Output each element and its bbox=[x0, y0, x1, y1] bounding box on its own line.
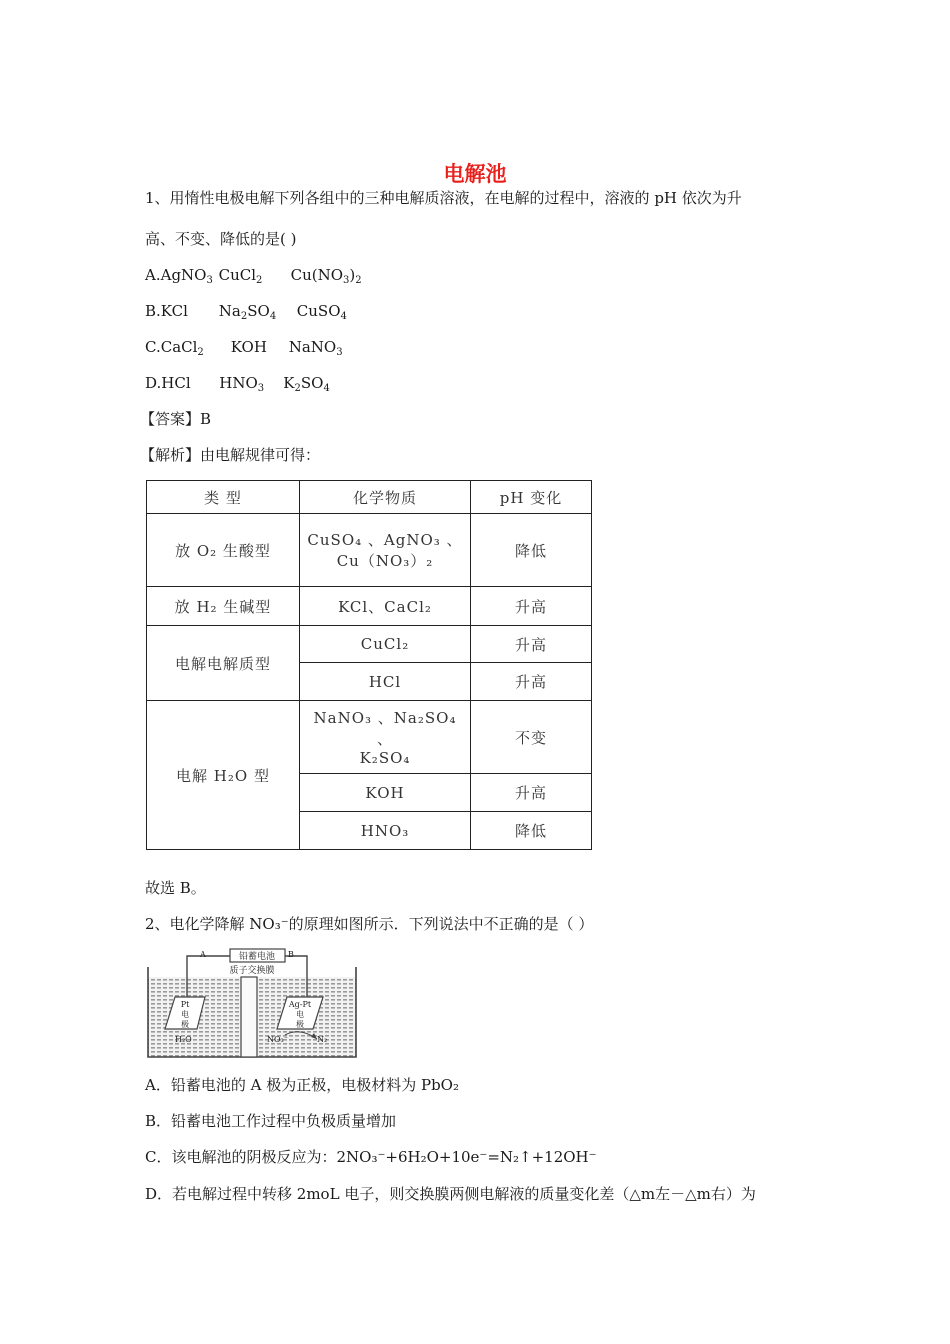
option-item: $K_2SO_4$ bbox=[283, 374, 330, 394]
q1-analysis: 【解析】由电解规律可得： bbox=[140, 446, 321, 464]
type-h2: 放 H₂ 生碱型 bbox=[147, 587, 300, 626]
q1-option-d bbox=[145, 372, 330, 394]
ph-hcl: 升高 bbox=[471, 663, 592, 701]
q1-answer: 【答案】B bbox=[140, 410, 212, 428]
q2-stem: 2、电化学降解 NO₃⁻的原理如图所示．下列说法中不正确的是（ ） bbox=[145, 915, 594, 933]
header-type: 类 型 bbox=[147, 481, 300, 514]
q1-option-c bbox=[145, 336, 343, 358]
type-electrolyte: 电解电解质型 bbox=[147, 626, 300, 701]
option-item: KOH bbox=[230, 338, 267, 356]
ph-o2: 降低 bbox=[471, 514, 592, 587]
svg-text:极: 极 bbox=[296, 1020, 304, 1029]
terminal-a: A bbox=[200, 950, 206, 959]
substance-salts: NaNO₃ 、Na₂SO₄ 、 K₂SO₄ bbox=[300, 701, 471, 774]
ph-h2: 升高 bbox=[471, 587, 592, 626]
svg-text:电: 电 bbox=[296, 1010, 304, 1019]
q1-option-b bbox=[145, 300, 347, 322]
option-item: CuSO$_4$ bbox=[296, 302, 347, 322]
terminal-b: B bbox=[288, 950, 294, 959]
ph-koh: 升高 bbox=[471, 774, 592, 812]
substance-hcl: HCl bbox=[300, 663, 471, 701]
type-o2: 放 O₂ 生酸型 bbox=[147, 514, 300, 587]
membrane-label: 质子交换膜 bbox=[229, 966, 275, 976]
q1-stem-line1: 1、用惰性电极电解下列各组中的三种电解质溶液，在电解的过程中，溶液的 pH 依次为升 bbox=[145, 189, 742, 207]
svg-text:极: 极 bbox=[181, 1020, 189, 1029]
q2-option-a: A．铅蓄电池的 A 极为正极，电极材料为 PbO₂ bbox=[145, 1076, 459, 1094]
q1-option-a bbox=[145, 264, 362, 286]
electrolysis-rules-table bbox=[146, 480, 592, 850]
option-item: NaNO$_3$ bbox=[288, 338, 343, 358]
option-item: $Na_2SO_4$ bbox=[218, 302, 277, 322]
option-item: CuCl$_2$ bbox=[218, 266, 263, 286]
substance-h2: KCl、CaCl₂ bbox=[300, 587, 471, 626]
option-item: HCl bbox=[161, 374, 191, 392]
svg-text:电: 电 bbox=[181, 1010, 189, 1019]
substance-hno3: HNO₃ bbox=[300, 812, 471, 850]
option-label: A. bbox=[145, 266, 161, 284]
q1-conclusion: 故选 B。 bbox=[145, 879, 206, 897]
substance-o2: CuSO₄ 、AgNO₃ 、 Cu（NO₃）₂ bbox=[300, 514, 471, 587]
substance-koh: KOH bbox=[300, 774, 471, 812]
option-item: AgNO$_3$ bbox=[160, 266, 213, 286]
left-species: H₂O bbox=[175, 1035, 192, 1044]
option-label: C. bbox=[145, 338, 161, 356]
option-label: B. bbox=[145, 302, 161, 320]
q2-option-c: C．该电解池的阴极反应为：2NO₃⁻+6H₂O+10e⁻=N₂↑+12OH⁻ bbox=[145, 1148, 597, 1166]
svg-text:Ag-Pt: Ag-Pt bbox=[288, 1000, 312, 1009]
battery-label: 铅蓄电池 bbox=[238, 952, 276, 962]
svg-text:Pt: Pt bbox=[180, 1000, 190, 1009]
substance-cucl2: CuCl₂ bbox=[300, 626, 471, 663]
header-substance: 化学物质 bbox=[300, 481, 471, 514]
ph-salts: 不变 bbox=[471, 701, 592, 774]
option-label: D. bbox=[145, 374, 162, 392]
q2-option-b: B．铅蓄电池工作过程中负极质量增加 bbox=[145, 1112, 397, 1130]
header-ph: pH 变化 bbox=[471, 481, 592, 514]
q2-option-d: D．若电解过程中转移 2moL 电子，则交换膜两侧电解液的质量变化差（△m左－△m右）为 bbox=[145, 1185, 756, 1203]
option-item: KCl bbox=[160, 302, 188, 320]
type-water: 电解 H₂O 型 bbox=[147, 701, 300, 850]
option-item: $HNO_3$ bbox=[219, 374, 265, 394]
q1-stem-line2: 高、不变、降低的是( ) bbox=[145, 230, 297, 248]
right-species-no3: NO₃⁻ bbox=[267, 1035, 288, 1044]
ph-cucl2: 升高 bbox=[471, 626, 592, 663]
ph-hno3: 降低 bbox=[471, 812, 592, 850]
option-item: $Cu(NO_3)_2$ bbox=[290, 266, 362, 286]
proton-exchange-membrane bbox=[241, 977, 257, 1057]
page-title: 电解池 bbox=[443, 161, 507, 186]
option-item: CaCl$_2$ bbox=[160, 338, 204, 358]
right-species-n2: N₂ bbox=[317, 1035, 328, 1044]
electrolysis-cell-diagram bbox=[145, 947, 359, 1059]
